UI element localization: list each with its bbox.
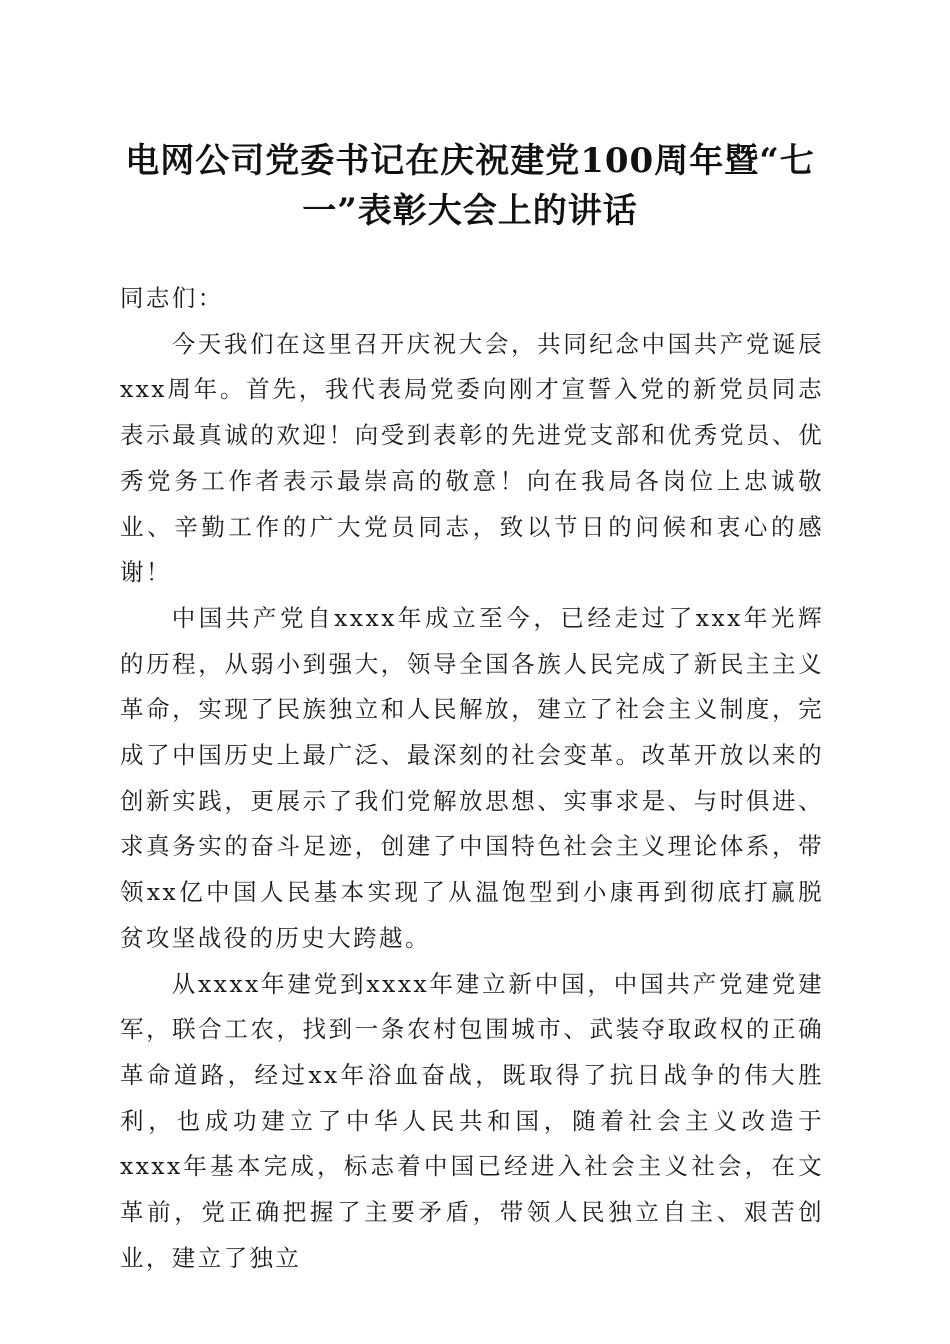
paragraph-1: 今天我们在这里召开庆祝大会，共同纪念中国共产党诞辰xxx周年。首先，我代表局党委向刚才宣誓入党的新党员同志表示最真诚的欢迎！向受到表彰的先进党支部和优秀党员、优秀党务工作者表示最崇高的敬意！向在我局各岗位上忠诚敬业、辛勤工作的广大党员同志，致以节日的问候和衷心的感谢！ <box>120 329 824 587</box>
document-body <box>120 276 824 1281</box>
document-title: 电网公司党委书记在庆祝建党100周年暨“七一”表彰大会上的讲话 <box>125 141 815 231</box>
paragraph-3: 从xxxx年建党到xxxx年建立新中国，中国共产党建党建军，联合工农，找到一条农村包围城市、武装夺取政权的正确革命道路，经过xx年浴血奋战，既取得了抗日战争的伟大胜利，也成功建立了中华人民共和国，随着社会主义改造于xxxx年基本完成，标志着中国已经进入社会主义社会，在文革前，党正确把握了主要矛盾，带领人民独立自主、艰苦创业，建立了独立 <box>120 969 824 1272</box>
salutation: 同志们： <box>120 284 224 312</box>
paragraph-2: 中国共产党自xxxx年成立至今，已经走过了xxx年光辉的历程，从弱小到强大，领导全国各族人民完成了新民主主义革命，实现了民族独立和人民解放，建立了社会主义制度，完成了中国历史上最广泛、最深刻的社会变革。改革开放以来的创新实践，更展示了我们党解放思想、实事求是、与时俱进、求真务实的奋斗足迹，创建了中国特色社会主义理论体系，带领xx亿中国人民基本实现了从温饱型到小康再到彻底打赢脱贫攻坚战役的历史大跨越。 <box>120 603 824 952</box>
